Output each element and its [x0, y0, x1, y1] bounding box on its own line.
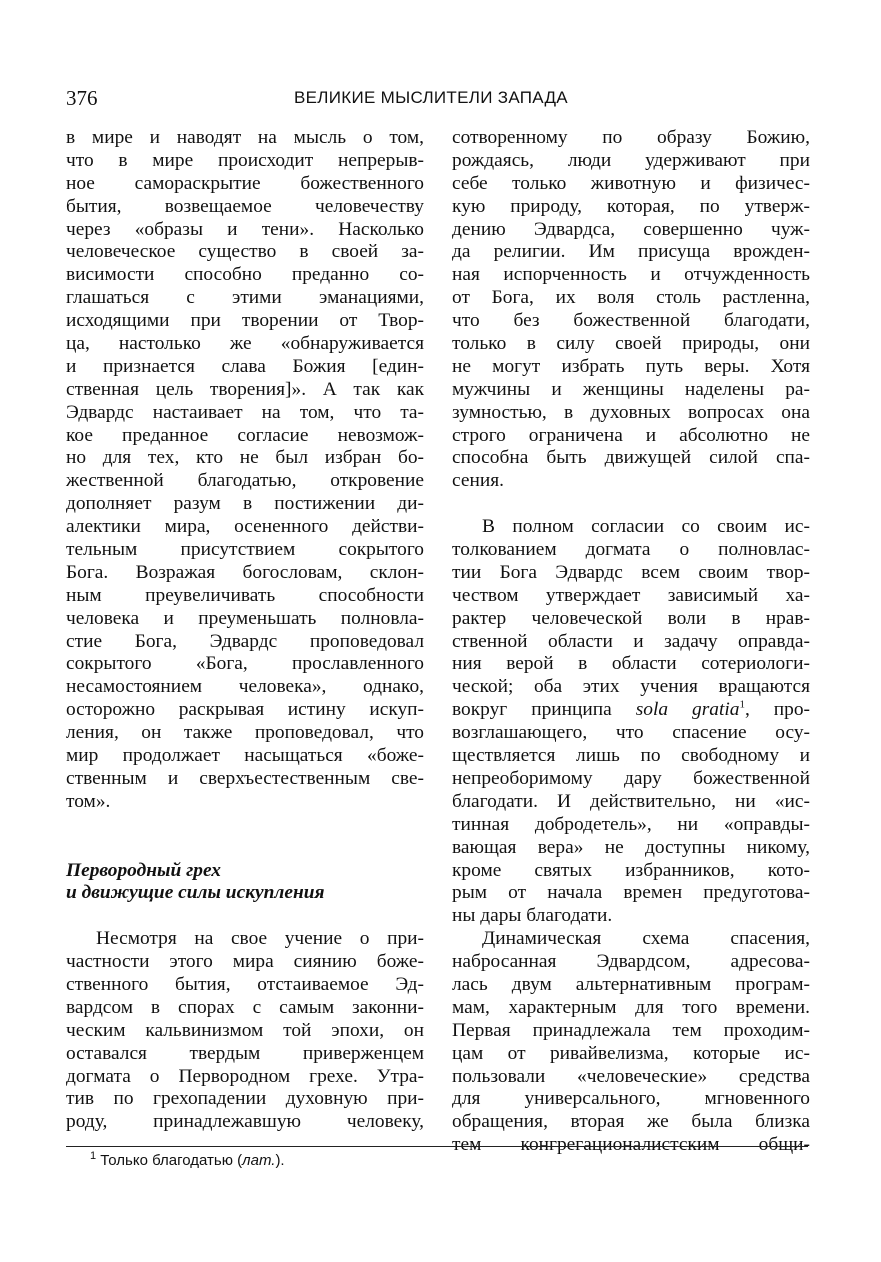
- text-line: зумностью, в духовных вопросах она: [452, 401, 810, 423]
- text-line: ное самораскрытие божественного: [66, 172, 424, 194]
- footnote: [90, 1152, 285, 1169]
- text-line: человека и преуменьшать полновла-: [66, 607, 424, 629]
- footnote-text-end: ).: [275, 1152, 285, 1169]
- text-fragment: вокруг принципа: [452, 699, 636, 721]
- text-line: возглашающего, что спасение осу-: [452, 722, 810, 744]
- text-line: В полном согласии со своим ис-: [482, 516, 810, 538]
- text-line: кроме святых избранников, кото-: [452, 859, 810, 881]
- text-line: не могут избрать путь веры. Хотя: [452, 355, 810, 377]
- text-line: тинная добродетель», ни «оправды-: [452, 813, 810, 835]
- paragraph-right-2: [452, 516, 810, 928]
- text-line: жественной благодатью, откровение: [66, 470, 424, 492]
- text-line: благодати. И действительно, ни «ис-: [452, 790, 810, 812]
- text-line: человеческое существо в своей за-: [66, 241, 424, 263]
- text-line: мам, характерным для того времени.: [452, 996, 810, 1018]
- text-line: кое преданное согласие невозмож-: [66, 424, 424, 446]
- text-line: рождаясь, люди удерживают при: [452, 149, 810, 171]
- text-line: бытия, возвещаемое человечеству: [66, 195, 424, 217]
- text-line: набросанная Эдвардсом, адресова-: [452, 951, 810, 973]
- text-line: Первая принадлежала тем проходим-: [452, 1019, 810, 1041]
- text-line: да религии. Им присуща врожден-: [452, 241, 810, 263]
- footnote-text: Только благодатью (: [96, 1152, 243, 1169]
- latin-phrase: sola gratia: [635, 699, 740, 721]
- text-line: ственной области и задачу оправда-: [452, 630, 810, 652]
- text-line: лась двум альтернативным програм-: [452, 973, 810, 995]
- text-line: через «образы и тени». Насколько: [66, 218, 424, 240]
- text-line: ственным и сверхъестественным све-: [66, 767, 424, 789]
- text-line: тии Бога Эдвардс всем своим твор-: [452, 561, 810, 583]
- paragraph-left-1: [66, 127, 424, 814]
- heading-line: Первородный грех: [66, 859, 221, 881]
- text-line: только в силу своей природы, они: [452, 333, 810, 355]
- text-line: чеством утверждает зависимый ха-: [452, 584, 810, 606]
- text-line: несамостоянием человека», однако,: [66, 676, 424, 698]
- text-line: и признается слава Божия [един-: [66, 355, 424, 377]
- paragraph-right-3: [452, 928, 810, 1157]
- text-line: ны дары благодати.: [452, 905, 613, 927]
- text-line: ческой; оба этих учения вращаются: [452, 676, 810, 698]
- right-column: [452, 127, 810, 1157]
- text-line: тельным присутствием сокрытого: [66, 539, 424, 561]
- text-line: глашаться с этими эманациями,: [66, 287, 424, 309]
- text-line: Эдвардс настаивает на том, что та-: [66, 401, 424, 423]
- text-line: роду, принадлежавшую человеку,: [66, 1111, 424, 1133]
- text-line: ным преувеличивать способности: [66, 584, 424, 606]
- text-line: тем конгрегационалистским общи-: [452, 1134, 810, 1156]
- text-line: догмата о Первородном грехе. Утра-: [66, 1065, 424, 1087]
- text-line: но для тех, кто не был избран бо-: [66, 447, 424, 469]
- text-line: цам от ривайвелизма, которые ис-: [452, 1042, 810, 1064]
- text-line: способна быть движущей силой спа-: [452, 447, 810, 469]
- running-title: ВЕЛИКИЕ МЫСЛИТЕЛИ ЗАПАДА: [294, 88, 568, 107]
- text-line: вающая вера» не доступны никому,: [452, 836, 810, 858]
- text-line: ственного бытия, отстаиваемое Эд-: [66, 973, 424, 995]
- text-line: ца, настолько же «обнаруживается: [66, 333, 424, 355]
- text-line: мужчины и женщины наделены ра-: [452, 378, 810, 400]
- footnote-reference[interactable]: 1: [739, 698, 745, 711]
- footnote-divider: [66, 1146, 808, 1147]
- text-line: ния верой в области сотериологи-: [452, 653, 810, 675]
- running-head: [66, 86, 814, 116]
- text-line: осторожно раскрывая истину искуп-: [66, 699, 424, 721]
- text-line: сотворенному по образу Божию,: [452, 127, 810, 148]
- text-line-with-latin: [452, 699, 810, 722]
- text-line: ческим кальвинизмом той эпохи, он: [66, 1019, 424, 1041]
- text-line: для универсального, мгновенного: [452, 1088, 810, 1110]
- footnote-marker: 1: [90, 1150, 97, 1162]
- footnote-abbreviation: лат.: [242, 1152, 276, 1169]
- text-line: частности этого мира сиянию боже-: [66, 951, 424, 973]
- text-line: мир продолжает насыщаться «боже-: [66, 745, 424, 767]
- text-fragment: , про-: [744, 699, 810, 721]
- left-column: [66, 127, 424, 1134]
- text-line: сения.: [452, 470, 504, 492]
- text-line: ществляется лишь по свободному и: [452, 745, 810, 767]
- text-line: что в мире происходит непрерыв-: [66, 149, 424, 171]
- text-line: рым от начала времен предуготова-: [452, 882, 810, 904]
- text-line: исходящими при творении от Твор-: [66, 310, 424, 332]
- text-line: пользовали «человеческие» средства: [452, 1065, 810, 1087]
- text-line: Динамическая схема спасения,: [482, 928, 810, 950]
- text-line: том».: [66, 790, 111, 812]
- paragraph-left-2: [66, 928, 424, 1134]
- text-line: висимости способно преданно со-: [66, 264, 424, 286]
- text-line: дополняет разум в постижении ди-: [66, 493, 424, 515]
- text-line: алектики мира, осененного действи-: [66, 516, 424, 538]
- text-line: оставался твердым приверженцем: [66, 1042, 424, 1064]
- text-line: строго ограничена и абсолютно не: [452, 424, 810, 446]
- text-line: тив по грехопадении духовную при-: [66, 1088, 424, 1110]
- text-line: Несмотря на свое учение о при-: [96, 928, 424, 950]
- text-line: дению Эдвардса, совершенно чуж-: [452, 218, 810, 240]
- text-line: от Бога, их воля столь растленна,: [452, 287, 810, 309]
- heading-line: и движущие силы искупления: [66, 882, 325, 904]
- text-line: вардсом в спорах с самым законни-: [66, 996, 424, 1018]
- text-line: Бога. Возражая богословам, склон-: [66, 561, 424, 583]
- text-line: толкованием догмата о полновлас-: [452, 539, 810, 561]
- text-line: что без божественной благодати,: [452, 310, 810, 332]
- text-line: в мире и наводят на мысль о том,: [66, 127, 424, 148]
- text-line: непреоборимому дару божественной: [452, 767, 810, 789]
- text-line: рактер человеческой воли в нрав-: [452, 607, 810, 629]
- text-line: стие Бога, Эдвардс проповедовал: [66, 630, 424, 652]
- text-line: ления, он также проповедовал, что: [66, 722, 424, 744]
- text-line: обращения, вторая же была близка: [452, 1111, 810, 1133]
- text-line: ная испорченность и отчужденность: [452, 264, 810, 286]
- page-number: 376: [66, 86, 98, 110]
- text-line: себе только животную и физичес-: [452, 172, 810, 194]
- text-line: ственная цель творения]». А так как: [66, 378, 424, 400]
- text-line: кую природу, которая, по утверж-: [452, 195, 810, 217]
- section-heading: [66, 860, 424, 906]
- paragraph-right-1: [452, 127, 810, 493]
- text-line: сокрытого «Бога, прославленного: [66, 653, 424, 675]
